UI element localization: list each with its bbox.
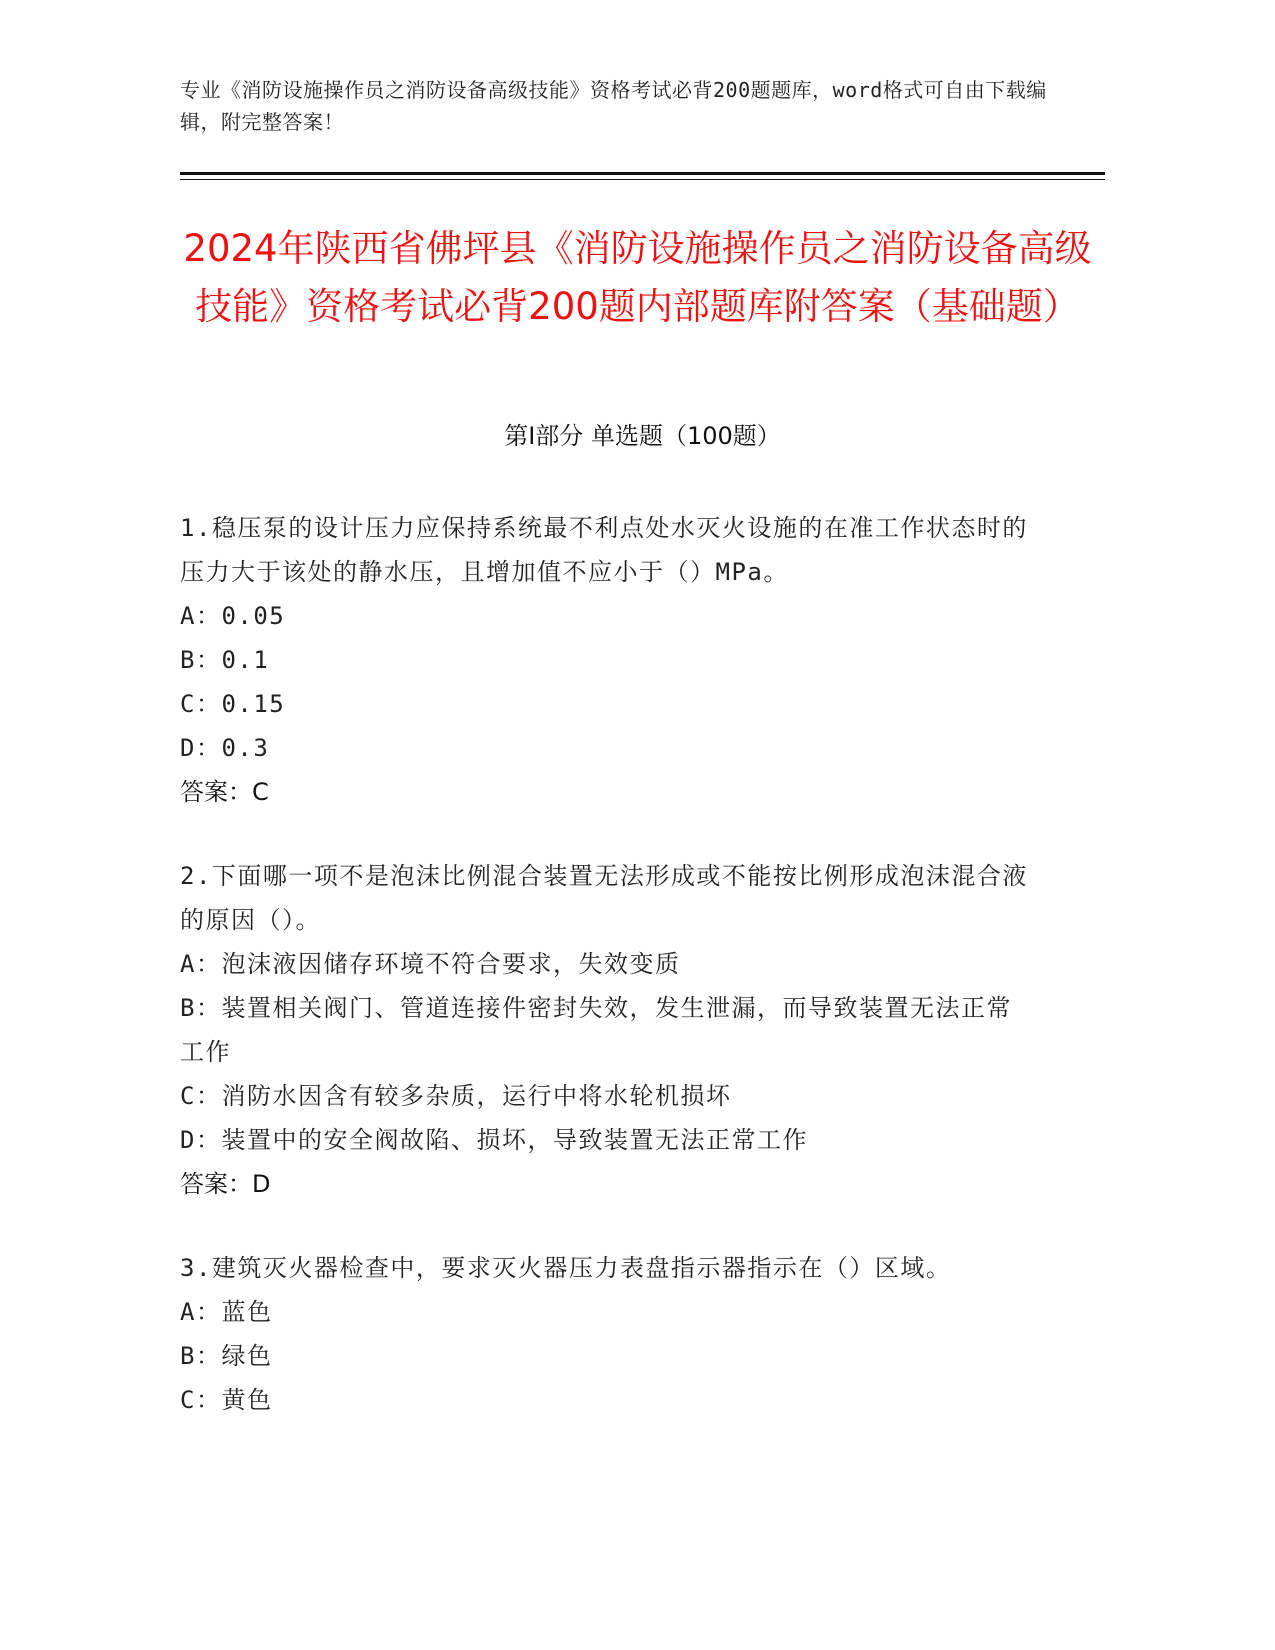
option-d: D：0.3 [180,734,270,762]
option-b: B：装置相关阀门、管道连接件密封失效，发生泄漏，而导致装置无法正常工作 [180,994,1012,1066]
question-3 [180,1246,1105,1422]
option-c: C：消防水因含有较多杂质，运行中将水轮机损坏 [180,1082,732,1110]
option-c: C：0.15 [180,690,286,718]
option-b: B：0.1 [180,646,270,674]
option-a: A：0.05 [180,602,286,630]
header-divider-thin [180,179,1105,180]
question-stem: 3.建筑灭火器检查中，要求灭火器压力表盘指示器指示在（）区域。 [180,1254,952,1282]
question-2 [180,854,1105,1206]
option-a: A：泡沫液因储存环境不符合要求，失效变质 [180,950,681,978]
section-title: 第Ⅰ部分 单选题（100题） [504,422,781,450]
question-stem: 1.稳压泵的设计压力应保持系统最不利点处水灭火设施的在准工作状态时的压力大于该处的静水压，且增加值不应小于（）MPa。 [180,514,1028,586]
header-note: 专业《消防设施操作员之消防设备高级技能》资格考试必背200题题库，word格式可自由下载编辑，附完整答案！ [180,78,1047,134]
question-list [180,506,1105,1462]
option-b: B：绿色 [180,1342,273,1370]
answer: 答案：D [180,1170,271,1198]
question-1 [180,506,1105,814]
answer: 答案：C [180,778,269,806]
option-c: C：黄色 [180,1386,273,1414]
option-a: A：蓝色 [180,1298,273,1326]
document-title: 2024年陕西省佛坪县《消防设施操作员之消防设备高级技能》资格考试必背200题内部题库附答案（基础题） [183,227,1092,328]
question-stem: 2.下面哪一项不是泡沫比例混合装置无法形成或不能按比例形成泡沫混合液的原因（）。 [180,862,1028,934]
option-d: D：装置中的安全阀故陷、损坏，导致装置无法正常工作 [180,1126,808,1154]
header-divider-thick [180,172,1105,175]
